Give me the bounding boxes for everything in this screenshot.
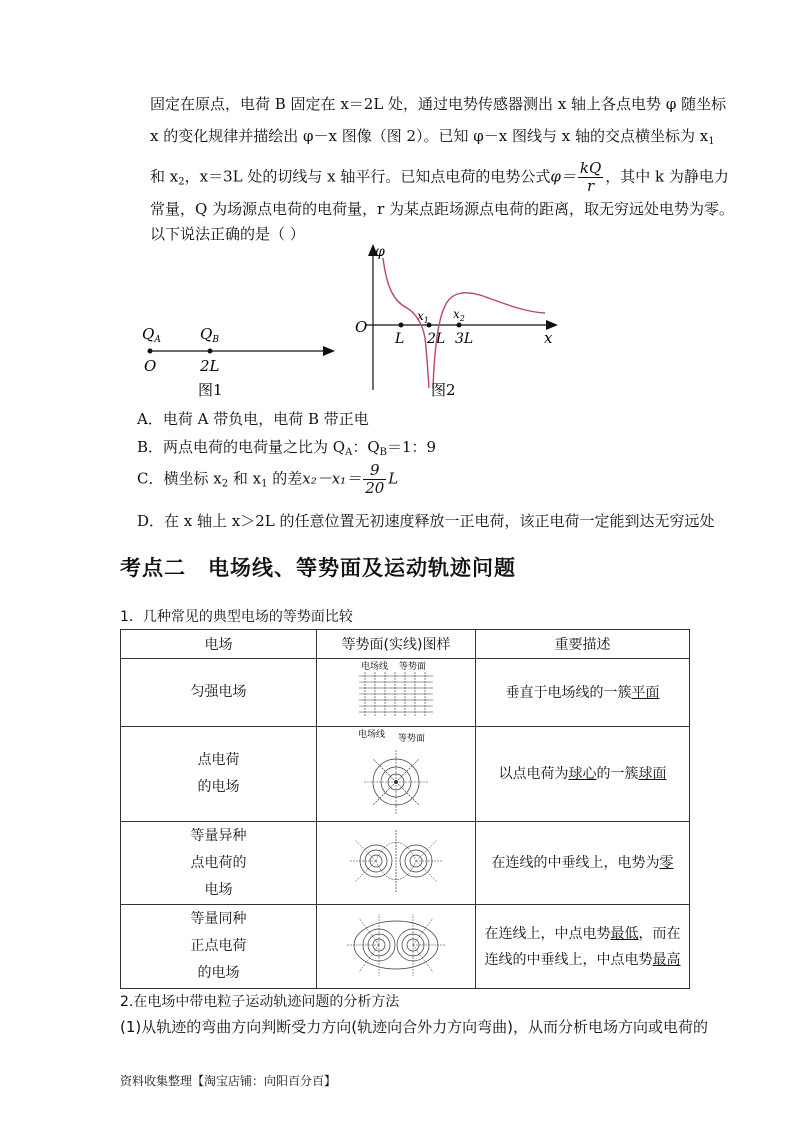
figure-2 (345, 240, 575, 400)
row-uniform-label (121, 659, 317, 727)
option-c-tail: L (388, 469, 399, 488)
question-line-2 (150, 125, 715, 153)
same-desc-line-1 (476, 921, 689, 947)
option-b-text-mid: ：Q (352, 438, 380, 456)
option-b-text-pre: B．两点电荷的电荷量之比为 Q (137, 438, 346, 456)
row-point-label-2: 的电场 (197, 779, 240, 795)
option-a[interactable] (137, 408, 369, 429)
section-heading: 考点二 电场线、等势面及运动轨迹问题 (120, 556, 516, 580)
uniform-field-diagram (351, 660, 441, 722)
option-b[interactable] (137, 436, 436, 458)
question-line-3-text-b: ，x＝3L 处的切线与 x 轴平行。已知点电荷的电势公式 (184, 167, 551, 186)
row-same-figure (317, 905, 476, 989)
question-line-4 (150, 198, 735, 220)
point-desc-pre: 以点电荷为 (498, 766, 569, 782)
header-description: 重要描述 (476, 630, 690, 659)
tick-l-label: L (395, 331, 405, 347)
option-c-sub-2: 1 (261, 478, 268, 490)
curve-right (433, 293, 545, 388)
option-d-text: D．在 x 轴上 x＞2L 的任意位置无初速度释放一正电荷，该正电荷一定能到达无穷远处 (137, 512, 715, 530)
row-point-label-1: 点电荷 (197, 752, 240, 768)
row-opposite-label (121, 822, 317, 905)
formula-numerator: kQ (579, 159, 602, 177)
row-same-label-2: 正点电荷 (190, 938, 247, 954)
same-desc-l1-underlined: 最低 (610, 925, 639, 942)
option-b-text-post: ＝1：9 (387, 438, 437, 456)
potential-formula-lhs: φ＝ (550, 167, 576, 186)
potential-formula-fraction (578, 160, 603, 195)
row-uniform-desc (476, 659, 690, 727)
question-line-3 (150, 159, 729, 195)
curve-left (383, 258, 429, 388)
row-opposite-figure (317, 822, 476, 905)
qa-label: $Q_A$ (142, 325, 161, 345)
row-point-desc (476, 727, 690, 822)
option-c-text-mid: 和 x (228, 469, 262, 488)
table-row (121, 659, 690, 727)
option-c[interactable] (137, 462, 398, 497)
qb-label: $Q_B$ (200, 325, 219, 345)
row-same-desc (476, 905, 690, 989)
row-opposite-label-3: 电场 (204, 881, 233, 898)
same-desc-l2-pre: 连线的中垂线上，中点电势 (484, 951, 653, 968)
question-line-3-text-c: ，其中 k 为静电力 (605, 167, 729, 186)
fig1-origin: O (144, 357, 157, 375)
header-field: 电场 (121, 630, 317, 659)
option-c-text-pre: C．横坐标 x (137, 469, 222, 488)
row-point-figure (317, 727, 476, 822)
point-desc-underlined-2: 球面 (638, 766, 667, 782)
row-uniform-label-text: 匀强电场 (190, 684, 247, 700)
charge-b-dot (208, 349, 213, 354)
table-row (121, 822, 690, 905)
x2-subscript: 2 (178, 176, 185, 188)
subsection-2-title: 2.在电场中带电粒子运动轨迹问题的分析方法 (120, 994, 400, 1010)
uniform-fig-label-a: 电场线 (361, 661, 389, 672)
option-b-sub-a: A (345, 447, 353, 458)
same-desc-l1-pre: 在连线上，中点电势 (484, 925, 611, 942)
row-opposite-desc (476, 822, 690, 905)
option-c-formula: x₂－x₁＝ (302, 469, 362, 488)
x2-label: $x_2$ (453, 307, 465, 323)
point-fig-label-a: 电场线 (358, 730, 386, 740)
fig2-origin: O (355, 318, 368, 336)
option-d[interactable] (137, 510, 715, 531)
row-point-label (121, 727, 317, 822)
uniform-desc-pre: 垂直于电场线的一簇 (505, 684, 632, 701)
row-opposite-label-1: 等量异种 (190, 827, 247, 844)
table-row (121, 727, 690, 822)
point-desc-underlined-1: 球心 (568, 766, 597, 782)
option-c-numerator: 9 (363, 462, 386, 480)
fig2-phi-label: φ (375, 244, 385, 260)
question-line-3-text-a: 和 x (150, 167, 179, 186)
fig1-caption: 图1 (198, 381, 223, 399)
charge-a-dot (148, 349, 153, 354)
uniform-grid (359, 672, 433, 716)
row-opposite-label-2: 点电荷的 (190, 854, 247, 871)
tick-2l-label: 2L (427, 331, 446, 347)
x1-subscript: 1 (708, 136, 715, 147)
same-desc-l1-post: ，而在 (638, 925, 681, 942)
uniform-desc-underlined: 平面 (631, 684, 660, 701)
uniform-fig-label-b: 等势面 (399, 661, 427, 672)
formula-denominator: r (586, 177, 595, 195)
same-desc-l2-underlined: 最高 (652, 951, 681, 968)
point-charge-diagram (346, 727, 446, 817)
equipotential-table (120, 629, 690, 989)
point-fig-label-b: 等势面 (398, 734, 426, 744)
opposite-desc-underlined: 零 (659, 855, 674, 871)
row-same-label-1: 等量同种 (190, 911, 247, 927)
fig2-x-label: x (544, 329, 553, 347)
table-row (121, 905, 690, 989)
header-pattern: 等势面(实线)图样 (317, 630, 476, 659)
same-field-lines (347, 914, 445, 976)
question-line-1-text: 固定在原点，电荷 B 固定在 x＝2L 处，通过电势传感器测出 x 轴上各点电势 φ 随坐标 (150, 95, 727, 113)
opposite-charges-diagram (341, 826, 451, 896)
option-a-text: A．电荷 A 带负电，电荷 B 带正电 (137, 410, 369, 428)
option-c-text-mid2: 的差 (267, 469, 303, 488)
row-same-label-3: 的电场 (197, 965, 240, 981)
tick-l-dot (399, 323, 404, 328)
point-desc-mid: 的一簇 (596, 766, 639, 782)
option-c-sub-1: 2 (221, 478, 229, 490)
subsection-1-title: 1．几种常见的典型电场的等势面比较 (120, 609, 353, 625)
fig1-2l: 2L (200, 357, 220, 375)
row-same-label (121, 905, 317, 989)
method-1-text: (1)从轨迹的弯曲方向判断受力方向(轨迹向合外力方向弯曲)，从而分析电场方向或电荷的 (120, 1018, 708, 1036)
same-desc-line-2 (476, 947, 689, 973)
opposite-desc-pre: 在连线的中垂线上，电势为 (491, 855, 660, 871)
x1-label: $x_1$ (417, 309, 429, 325)
figure-1 (130, 315, 350, 400)
question-line-5-text: 以下说法正确的是（ ） (150, 225, 305, 243)
question-line-4-text: 常量，Q 为场源点电荷的电荷量，r 为某点距场源点电荷的距离，取无穷远处电势为零。 (150, 200, 735, 218)
tick-3l-dot (457, 323, 462, 328)
option-c-denominator: 20 (365, 479, 385, 497)
fig2-caption: 图2 (431, 381, 456, 399)
fig1-arrow (323, 346, 335, 356)
page-footer: 资料收集整理【淘宝店铺：向阳百分百】 (120, 1074, 337, 1088)
question-line-1 (150, 93, 727, 115)
table-header-row (121, 630, 690, 659)
tick-3l-label: 3L (455, 331, 474, 347)
option-c-fraction (363, 462, 386, 497)
question-line-2-text: x 的变化规律并描绘出 φ－x 图像（图 2）。已知 φ－x 图线与 x 轴的交点横坐标为 x (150, 127, 709, 145)
option-b-sub-b: B (379, 447, 387, 458)
same-charges-diagram (341, 910, 451, 980)
row-uniform-figure (317, 659, 476, 727)
